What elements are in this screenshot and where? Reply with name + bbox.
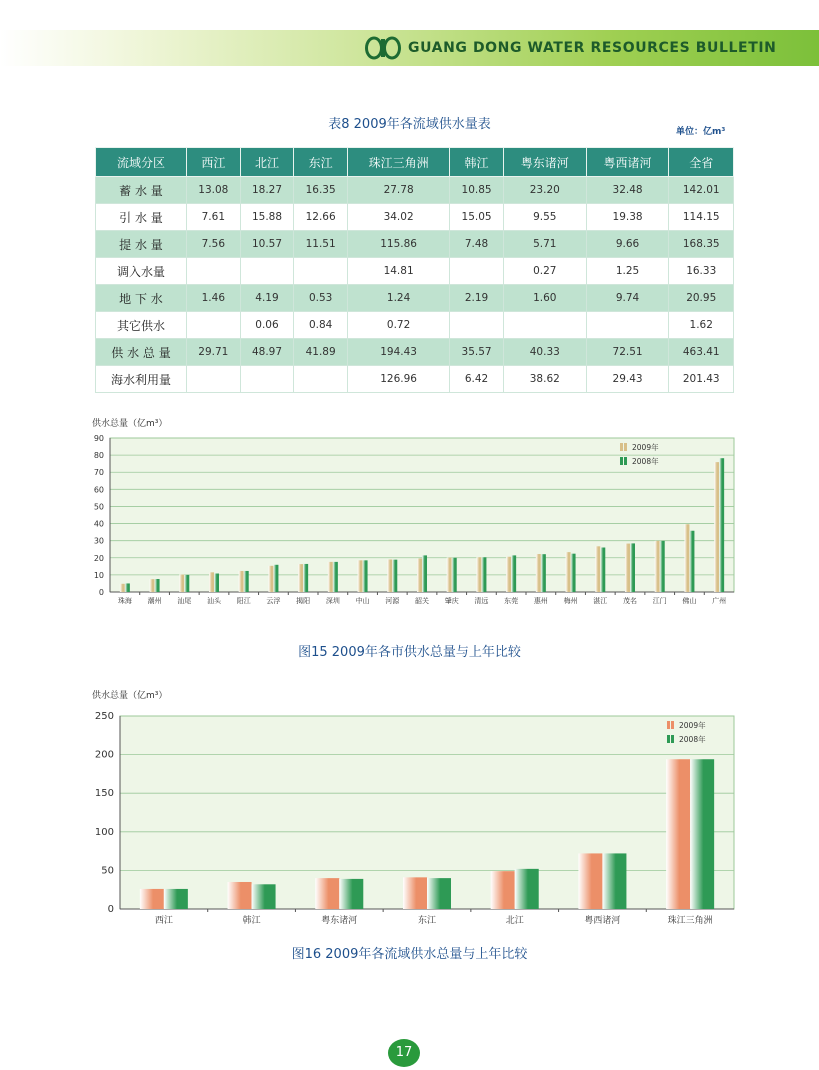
table-cell: 29.71 (187, 339, 241, 366)
table-cell: 1.25 (586, 258, 669, 285)
table-cell: 19.38 (586, 204, 669, 231)
legend-swatch (667, 735, 670, 743)
column-header: 粤东诸河 (503, 148, 586, 177)
table-header-row (96, 148, 734, 177)
legend-label: 2008年 (632, 457, 659, 466)
legend-label: 2009年 (679, 721, 706, 730)
bar-2008 (363, 560, 368, 592)
bar-2008 (244, 571, 249, 592)
table-cell: 7.56 (187, 231, 241, 258)
bar-2008 (719, 458, 724, 592)
table-row (96, 258, 734, 285)
bar-2008 (273, 565, 278, 592)
bar-2008 (164, 889, 188, 909)
legend-swatch (620, 457, 623, 465)
table-cell: 7.61 (187, 204, 241, 231)
table-row (96, 285, 734, 312)
x-tick-label: 深圳 (325, 597, 340, 605)
table-row (96, 231, 734, 258)
table-cell: 1.46 (187, 285, 241, 312)
table-unit: 单位：亿m³ (676, 127, 726, 137)
x-tick-label: 汕尾 (177, 597, 192, 605)
table-cell: 29.43 (586, 366, 669, 393)
bar-2009 (476, 557, 481, 592)
bar-2009 (298, 564, 303, 592)
x-tick-label: 珠海 (117, 597, 132, 605)
bar-2008 (333, 562, 338, 592)
bar-2009 (417, 558, 422, 592)
x-tick-label: 北江 (505, 916, 524, 926)
bar-2009 (491, 871, 515, 909)
bar-2008 (303, 564, 308, 592)
page-number: 17 (388, 1039, 420, 1067)
table-cell: 41.89 (294, 339, 348, 366)
x-tick-label: 东江 (417, 916, 437, 926)
table-cell: 35.57 (450, 339, 504, 366)
legend-swatch (624, 457, 627, 465)
table-cell: 72.51 (586, 339, 669, 366)
y-tick-label: 250 (94, 711, 114, 722)
bulletin-title: GUANG DONG WATER RESOURCES BULLETIN (408, 40, 777, 56)
bar-2008 (600, 548, 605, 592)
bar-2008 (252, 884, 276, 909)
y-tick-label: 20 (93, 553, 104, 563)
bar-2009 (387, 559, 392, 592)
legend-swatch (667, 721, 670, 729)
table-cell: 1.24 (347, 285, 449, 312)
table-cell: 9.74 (586, 285, 669, 312)
bar-2008 (184, 575, 189, 592)
chart16-basin-supply (0, 704, 819, 944)
figure15-caption: 图15 2009年各市供水总量与上年比较 (298, 645, 521, 660)
bar-2008 (511, 555, 516, 592)
table-cell: 4.19 (240, 285, 294, 312)
bar-2009 (714, 462, 719, 592)
table-cell: 142.01 (669, 177, 734, 204)
table-cell (294, 366, 348, 393)
chart16-ylabel: 供水总量（亿m³） (92, 691, 168, 701)
table-cell: 27.78 (347, 177, 449, 204)
table-cell: 1.60 (503, 285, 586, 312)
bar-2009 (328, 562, 333, 592)
bar-2008 (515, 869, 539, 909)
x-tick-label: 清远 (474, 597, 489, 605)
bar-2009 (666, 759, 690, 909)
y-tick-label: 90 (93, 434, 104, 443)
bar-2008 (427, 878, 451, 909)
bar-2008 (690, 759, 714, 909)
legend-swatch (624, 443, 627, 451)
table-cell: 7.48 (450, 231, 504, 258)
bar-2009 (150, 579, 155, 592)
column-header: 东江 (294, 148, 348, 177)
x-tick-label: 韩江 (242, 916, 261, 926)
table-cell: 16.33 (669, 258, 734, 285)
table-cell: 463.41 (669, 339, 734, 366)
table-cell: 0.72 (347, 312, 449, 339)
x-tick-label: 韶关 (415, 597, 429, 605)
bar-2009 (358, 560, 363, 592)
table-cell: 13.08 (187, 177, 241, 204)
legend-label: 2008年 (679, 735, 706, 744)
x-tick-label: 湛江 (593, 597, 608, 605)
y-tick-label: 200 (94, 749, 114, 761)
table-cell (187, 366, 241, 393)
x-tick-label: 揭阳 (296, 597, 311, 605)
bar-2009 (228, 882, 252, 909)
x-tick-label: 广州 (712, 597, 727, 605)
column-header: 全省 (669, 148, 734, 177)
table-row (96, 366, 734, 393)
column-header: 西江 (187, 148, 241, 177)
row-label: 海水利用量 (96, 366, 187, 393)
bar-2008 (630, 543, 635, 592)
table-cell: 10.85 (450, 177, 504, 204)
table-cell (240, 366, 294, 393)
table-cell: 32.48 (586, 177, 669, 204)
bar-2008 (602, 853, 626, 909)
bar-2009 (239, 571, 244, 592)
table-cell: 126.96 (347, 366, 449, 393)
column-header: 珠江三角洲 (347, 148, 449, 177)
table-cell (450, 258, 504, 285)
row-label: 供 水 总 量 (96, 339, 187, 366)
y-tick-label: 10 (93, 570, 104, 580)
x-tick-label: 潮州 (147, 597, 162, 605)
table-cell: 2.19 (450, 285, 504, 312)
table-cell: 15.05 (450, 204, 504, 231)
column-header: 韩江 (450, 148, 504, 177)
x-tick-label: 阳江 (236, 597, 251, 605)
bar-2009 (209, 572, 214, 592)
table-cell: 6.42 (450, 366, 504, 393)
table-cell: 115.86 (347, 231, 449, 258)
x-tick-label: 佛山 (682, 597, 697, 605)
bar-2009 (625, 544, 630, 592)
x-tick-label: 惠州 (533, 597, 548, 605)
x-tick-label: 西江 (154, 916, 173, 926)
x-tick-label: 珠江三角洲 (667, 916, 713, 926)
table-cell (187, 312, 241, 339)
bar-2009 (536, 554, 541, 592)
bar-2008 (339, 879, 363, 909)
bar-2008 (481, 557, 486, 592)
x-tick-label: 汕头 (207, 597, 221, 605)
bar-2008 (392, 560, 397, 592)
figure16-caption: 图16 2009年各流域供水总量与上年比较 (291, 947, 528, 962)
table-cell (294, 258, 348, 285)
water-supply-table (95, 147, 734, 393)
x-tick-label: 东莞 (504, 597, 519, 605)
table-cell (240, 258, 294, 285)
table-cell: 38.62 (503, 366, 586, 393)
legend-label: 2009年 (632, 443, 659, 452)
bar-2008 (660, 541, 665, 592)
table-cell: 194.43 (347, 339, 449, 366)
bar-2008 (155, 579, 160, 592)
legend-swatch (671, 721, 674, 729)
table-cell: 0.53 (294, 285, 348, 312)
table-cell (503, 312, 586, 339)
column-header: 粤西诸河 (586, 148, 669, 177)
bar-2009 (120, 584, 125, 592)
bar-2008 (571, 554, 576, 592)
bar-2008 (541, 554, 546, 592)
y-tick-label: 0 (98, 588, 104, 597)
table-cell: 18.27 (240, 177, 294, 204)
table-cell: 23.20 (503, 177, 586, 204)
y-tick-label: 40 (93, 519, 104, 529)
table-cell: 40.33 (503, 339, 586, 366)
table-cell (187, 258, 241, 285)
y-tick-label: 0 (107, 904, 114, 915)
chart15-city-supply (0, 430, 819, 630)
table-cell: 48.97 (240, 339, 294, 366)
table-cell: 16.35 (294, 177, 348, 204)
row-label: 地 下 水 (96, 285, 187, 312)
bar-2009 (268, 566, 273, 592)
x-tick-label: 粤西诸河 (584, 916, 621, 926)
table-cell: 201.43 (669, 366, 734, 393)
row-label: 引 水 量 (96, 204, 187, 231)
column-header: 流域分区 (96, 148, 187, 177)
bar-2008 (214, 574, 219, 592)
table-cell: 10.57 (240, 231, 294, 258)
bar-2009 (595, 546, 600, 592)
y-tick-label: 60 (93, 485, 104, 495)
bar-2008 (422, 555, 427, 592)
y-tick-label: 70 (93, 468, 104, 478)
table-cell (450, 312, 504, 339)
table-cell: 20.95 (669, 285, 734, 312)
column-header: 北江 (240, 148, 294, 177)
table-cell: 5.71 (503, 231, 586, 258)
bar-2009 (447, 558, 452, 592)
y-tick-label: 150 (94, 788, 114, 800)
table-caption: 表8 2009年各流域供水量表 (328, 117, 491, 132)
bar-2009 (140, 889, 164, 909)
row-label: 其它供水 (96, 312, 187, 339)
row-label: 蓄 水 量 (96, 177, 187, 204)
bar-2009 (578, 853, 602, 909)
table-row (96, 177, 734, 204)
y-tick-label: 50 (101, 865, 114, 877)
table-cell: 114.15 (669, 204, 734, 231)
x-tick-label: 茂名 (623, 597, 637, 605)
table-cell: 1.62 (669, 312, 734, 339)
bar-2008 (452, 558, 457, 592)
table-cell: 11.51 (294, 231, 348, 258)
table-cell: 0.06 (240, 312, 294, 339)
bar-2009 (655, 541, 660, 592)
chart15-ylabel: 供水总量（亿m³） (92, 419, 168, 429)
legend-swatch (671, 735, 674, 743)
bar-2009 (403, 877, 427, 909)
row-label: 调入水量 (96, 258, 187, 285)
y-tick-label: 100 (94, 826, 114, 838)
bulletin-logo-icon (365, 36, 401, 60)
x-tick-label: 梅州 (563, 597, 578, 605)
x-tick-label: 河源 (385, 597, 400, 605)
bar-2008 (125, 583, 130, 592)
bar-2009 (315, 878, 339, 909)
bar-2008 (689, 531, 694, 592)
table-cell: 168.35 (669, 231, 734, 258)
x-tick-label: 中山 (355, 597, 370, 605)
y-tick-label: 80 (93, 451, 104, 461)
table-cell: 14.81 (347, 258, 449, 285)
table-cell: 0.27 (503, 258, 586, 285)
table-cell: 12.66 (294, 204, 348, 231)
table-row (96, 339, 734, 366)
x-tick-label: 肇庆 (444, 597, 459, 605)
legend-swatch (620, 443, 623, 451)
bar-2009 (179, 575, 184, 592)
table-cell: 9.55 (503, 204, 586, 231)
y-tick-label: 50 (93, 502, 104, 512)
x-tick-label: 粤东诸河 (321, 916, 358, 926)
table-row (96, 204, 734, 231)
bar-2009 (506, 557, 511, 592)
table-cell: 0.84 (294, 312, 348, 339)
bar-2009 (684, 524, 689, 592)
x-tick-label: 江门 (652, 597, 667, 605)
x-tick-label: 云浮 (266, 597, 281, 605)
table-cell: 9.66 (586, 231, 669, 258)
table-row (96, 312, 734, 339)
y-tick-label: 30 (93, 536, 104, 546)
table-cell: 15.88 (240, 204, 294, 231)
row-label: 提 水 量 (96, 231, 187, 258)
bar-2009 (566, 552, 571, 592)
table-cell: 34.02 (347, 204, 449, 231)
table-cell (586, 312, 669, 339)
